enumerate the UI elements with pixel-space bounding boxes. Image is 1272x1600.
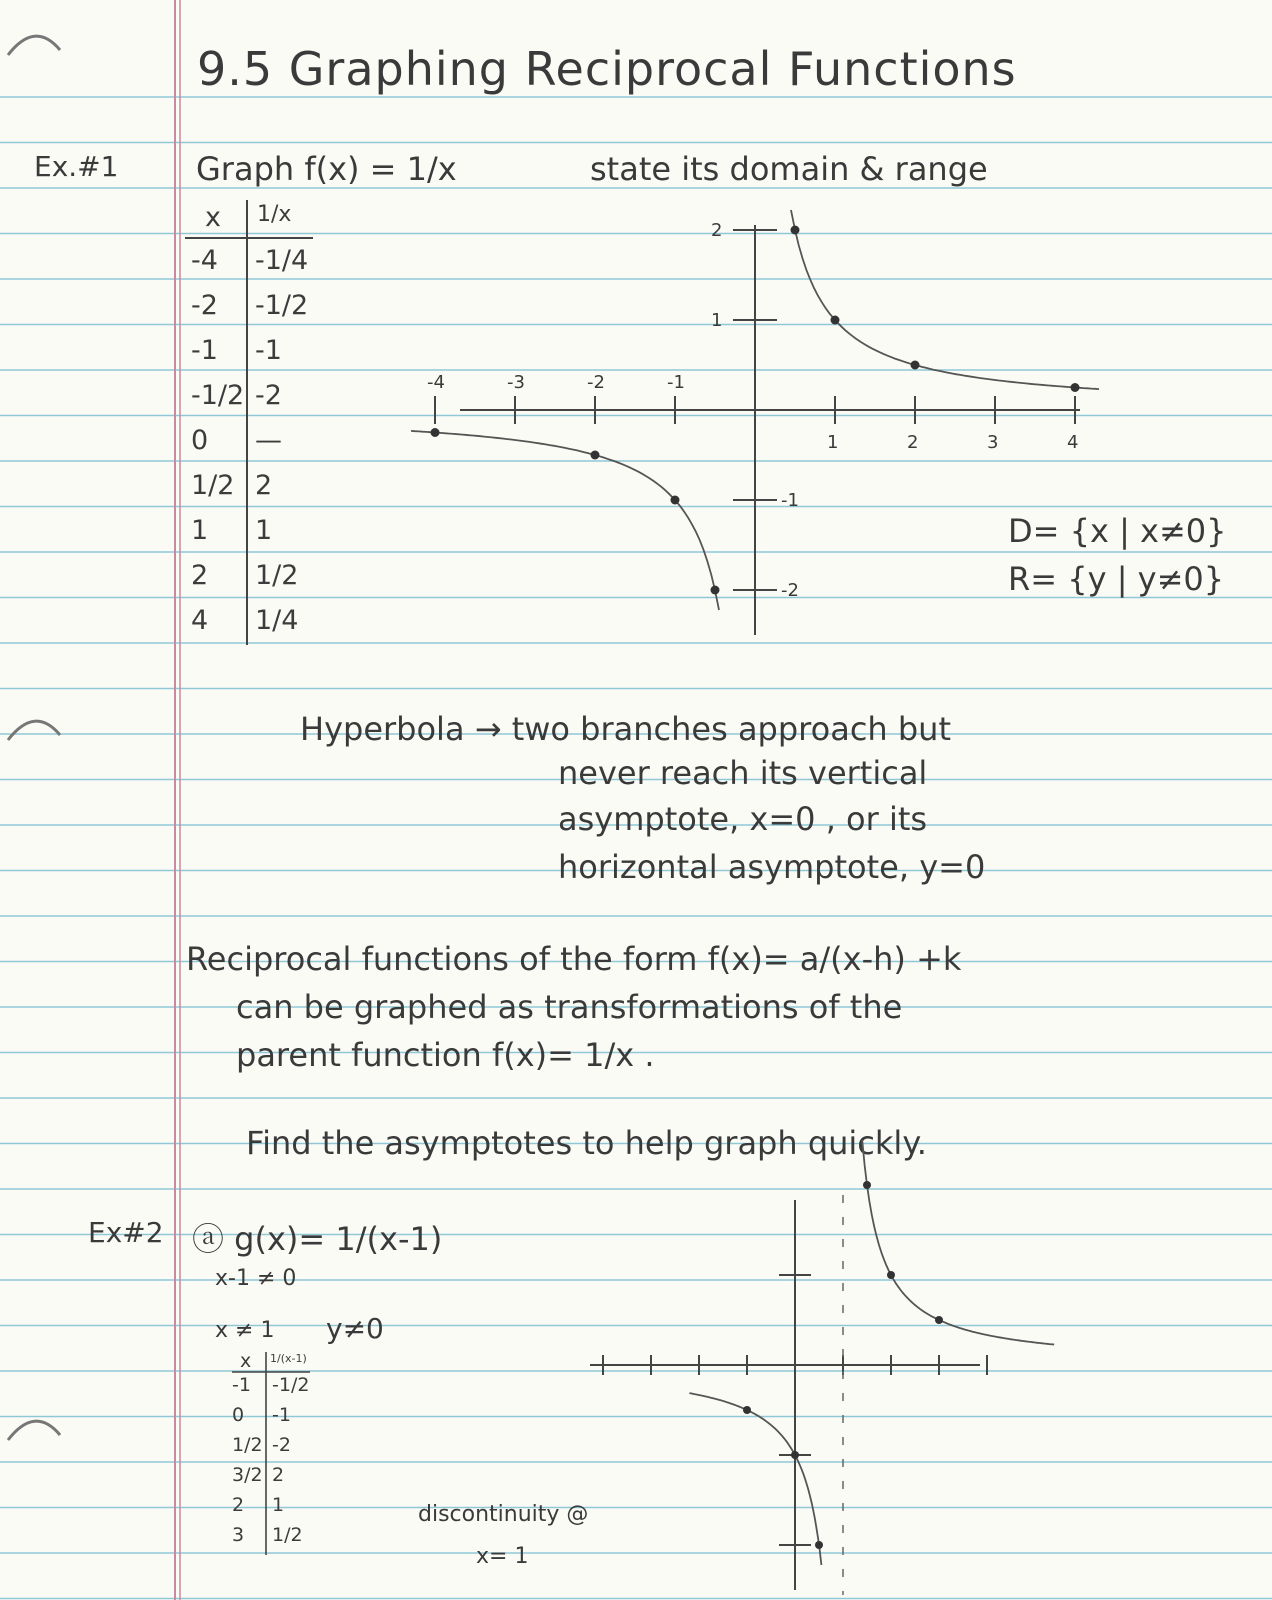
- table-cell-y: -2: [255, 380, 282, 411]
- table-cell-x: 0: [232, 1404, 245, 1426]
- table-cell-y: 1/4: [255, 605, 299, 636]
- right-branch-curve: [791, 210, 1099, 389]
- discontinuity-note: discontinuity @: [418, 1502, 589, 1527]
- table-cell-x: 1/2: [191, 470, 235, 501]
- punch-hole-bottom: [8, 1421, 60, 1440]
- example-1-graph: [427, 210, 1100, 650]
- table-cell-x: -1/2: [191, 380, 245, 411]
- x-tick-label: 3: [987, 432, 999, 453]
- table-header-y: 1/x: [257, 202, 292, 227]
- example-2-step-1: x-1 ≠ 0: [215, 1266, 297, 1291]
- table-cell-y: -1: [272, 1404, 291, 1426]
- table-cell-y: —: [255, 425, 282, 456]
- x-tick-label: -3: [507, 372, 525, 393]
- table-cell-x: 3: [232, 1524, 245, 1546]
- y-tick-label: -2: [781, 580, 799, 601]
- table-header-x: x: [240, 1350, 252, 1372]
- hyperbola-line-3: asymptote, x=0 , or its: [558, 800, 928, 838]
- table-cell-x: 1: [191, 515, 209, 546]
- data-point: [743, 1406, 751, 1414]
- reciprocal-line-2: can be graphed as transformations of the: [236, 988, 903, 1026]
- table-cell-y: -1/2: [255, 290, 309, 321]
- data-point: [431, 428, 440, 437]
- x-tick-label: 4: [1067, 432, 1079, 453]
- table-cell-x: -4: [191, 245, 218, 276]
- punch-hole-middle: [8, 721, 60, 740]
- x-tick-label: -2: [587, 372, 605, 393]
- table-cell-x: 2: [232, 1494, 245, 1516]
- example-2-prompt: ⓐ g(x)= 1/(x-1): [192, 1220, 443, 1258]
- example-1-instruction: state its domain & range: [590, 150, 988, 188]
- example-2-value-table: [228, 1350, 318, 1560]
- data-point: [1071, 383, 1080, 392]
- x-tick-label: -1: [667, 372, 685, 393]
- table-cell-y: -1/4: [255, 245, 309, 276]
- discontinuity-location: x= 1: [476, 1544, 529, 1569]
- reciprocal-line-1: Reciprocal functions of the form f(x)= a/(x-h) +k: [186, 940, 962, 978]
- table-cell-y: 1/2: [272, 1524, 303, 1546]
- x-tick-label: 1: [827, 432, 839, 453]
- example-2-graph: [580, 1190, 1040, 1600]
- example-2-step-2: x ≠ 1: [215, 1318, 275, 1343]
- data-point: [711, 586, 720, 595]
- y-tick-label: 2: [711, 220, 723, 241]
- left-branch-curve: [411, 431, 719, 610]
- table-cell-x: -1: [191, 335, 218, 366]
- table-cell-x: 1/2: [232, 1434, 263, 1456]
- asymptote-tip: Find the asymptotes to help graph quickly.: [246, 1124, 927, 1162]
- page-title: 9.5 Graphing Reciprocal Functions: [197, 42, 1017, 96]
- table-header-y: 1/(x-1): [270, 1352, 307, 1365]
- table-cell-x: 3/2: [232, 1464, 263, 1486]
- example-1-value-table: [185, 200, 315, 650]
- table-cell-y: 2: [272, 1464, 285, 1486]
- punch-hole-top: [8, 36, 60, 55]
- data-point: [815, 1541, 823, 1549]
- example-2-label: Ex#2: [88, 1216, 164, 1249]
- y-tick-label: 1: [711, 310, 723, 331]
- example-1-label: Ex.#1: [34, 150, 119, 183]
- y-tick-label: -1: [781, 490, 799, 511]
- data-point: [863, 1181, 871, 1189]
- table-header-x: x: [205, 202, 221, 233]
- table-cell-y: -1: [255, 335, 282, 366]
- data-point: [831, 316, 840, 325]
- data-point: [935, 1316, 943, 1324]
- table-cell-x: 0: [191, 425, 209, 456]
- table-cell-y: 1: [272, 1494, 285, 1516]
- x-tick-label: 2: [907, 432, 919, 453]
- table-cell-x: -2: [191, 290, 218, 321]
- data-point: [791, 226, 800, 235]
- data-point: [591, 451, 600, 460]
- data-point: [671, 496, 680, 505]
- example-1-prompt: Graph f(x) = 1/x: [196, 150, 457, 188]
- hyperbola-line-1: Hyperbola → two branches approach but: [300, 710, 951, 748]
- hyperbola-line-2: never reach its vertical: [558, 754, 928, 792]
- data-point: [791, 1451, 799, 1459]
- reciprocal-line-3: parent function f(x)= 1/x .: [236, 1036, 655, 1074]
- table-cell-y: -2: [272, 1434, 291, 1456]
- hyperbola-line-4: horizontal asymptote, y=0: [558, 848, 986, 886]
- domain-statement: D= {x | x≠0}: [1008, 512, 1227, 550]
- data-point: [911, 361, 920, 370]
- table-cell-y: -1/2: [272, 1374, 310, 1396]
- example-2-step-3: y≠0: [326, 1312, 384, 1345]
- table-cell-x: -1: [232, 1374, 251, 1396]
- table-cell-x: 2: [191, 560, 209, 591]
- data-point: [887, 1271, 895, 1279]
- table-cell-y: 1: [255, 515, 273, 546]
- x-tick-label: -4: [427, 372, 445, 393]
- range-statement: R= {y | y≠0}: [1008, 560, 1225, 598]
- left-branch-curve: [689, 1393, 821, 1565]
- table-cell-y: 2: [255, 470, 273, 501]
- table-cell-x: 4: [191, 605, 209, 636]
- table-cell-y: 1/2: [255, 560, 299, 591]
